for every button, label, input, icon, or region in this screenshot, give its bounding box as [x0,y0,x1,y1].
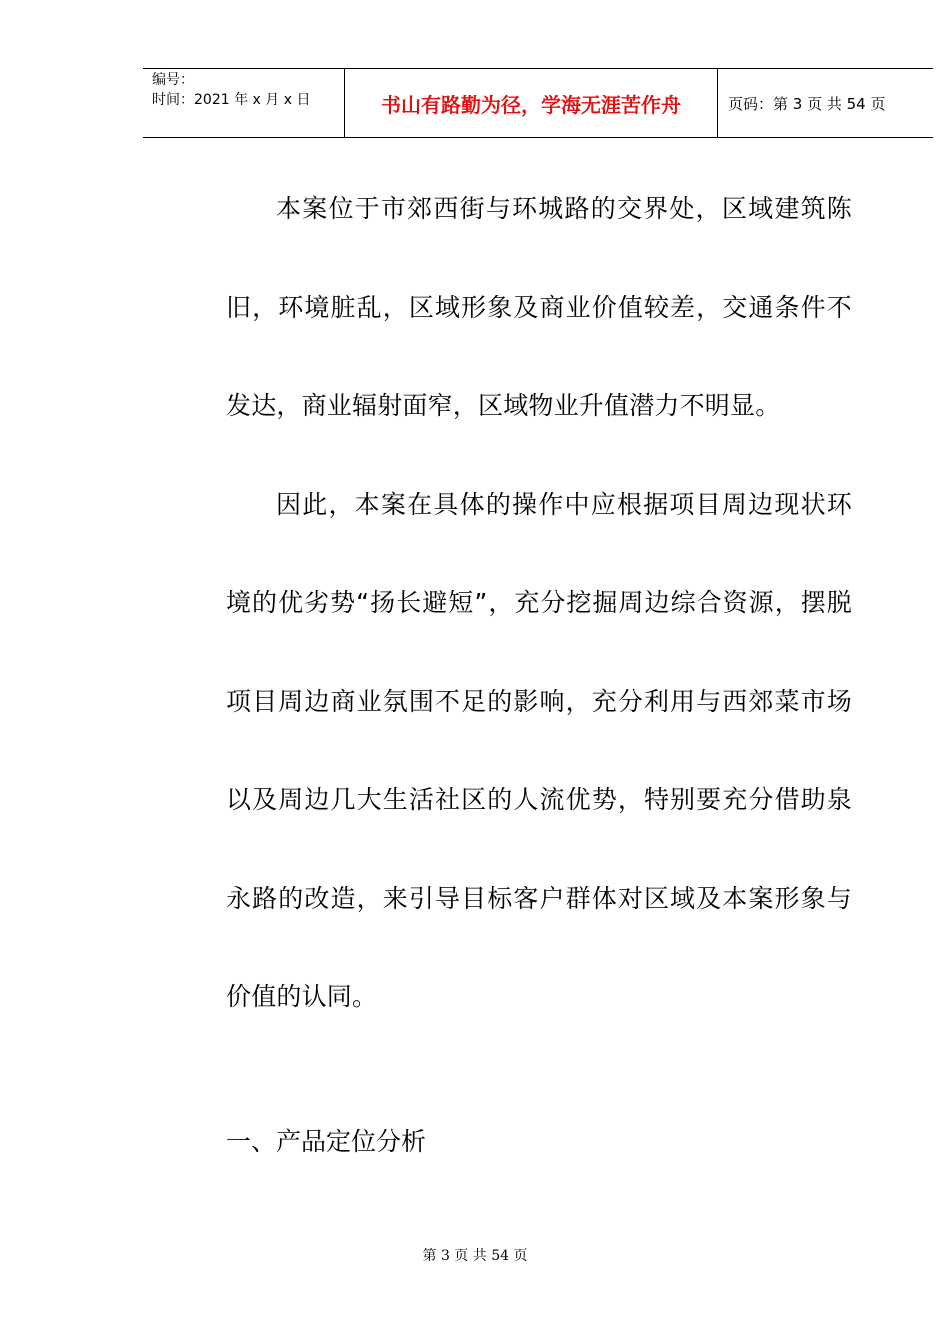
footer-page-number: 第 3 页 共 54 页 [422,1248,528,1264]
section-heading: 一、产品定位分析 [226,1127,427,1156]
page-footer [0,1245,950,1265]
document-date-label: 时间：2021 年 x 月 x 日 [152,92,311,108]
header-page-info: 页码：第 3 页 共 54 页 [728,94,886,113]
body-paragraph: 本案位于市郊西街与环城路的交界处，区域建筑陈旧，环境脏乱，区域形象及商业价值较差，交通条件不发达，商业辐射面窄，区域物业升值潜力不明显。 [226,194,852,420]
header-motto-cell [344,69,718,137]
page-header [143,68,933,138]
document-body [226,160,852,1047]
header-motto: 书山有路勤为径，学海无涯苦作舟 [381,92,681,117]
body-paragraph: 因此，本案在具体的操作中应根据项目周边现状环境的优劣势“扬长避短”，充分挖掘周边综合资源，摆脱项目周边商业氛围不足的影响，充分利用与西郊菜市场以及周边几大生活社区的人流优势，特别要充分借助泉永路的改造，来引导目标客户群体对区域及本案形象与价值的认同。 [226,489,852,1011]
document-number-label: 编号： [152,72,194,88]
header-meta-cell [143,69,344,137]
header-page-cell [718,69,933,137]
